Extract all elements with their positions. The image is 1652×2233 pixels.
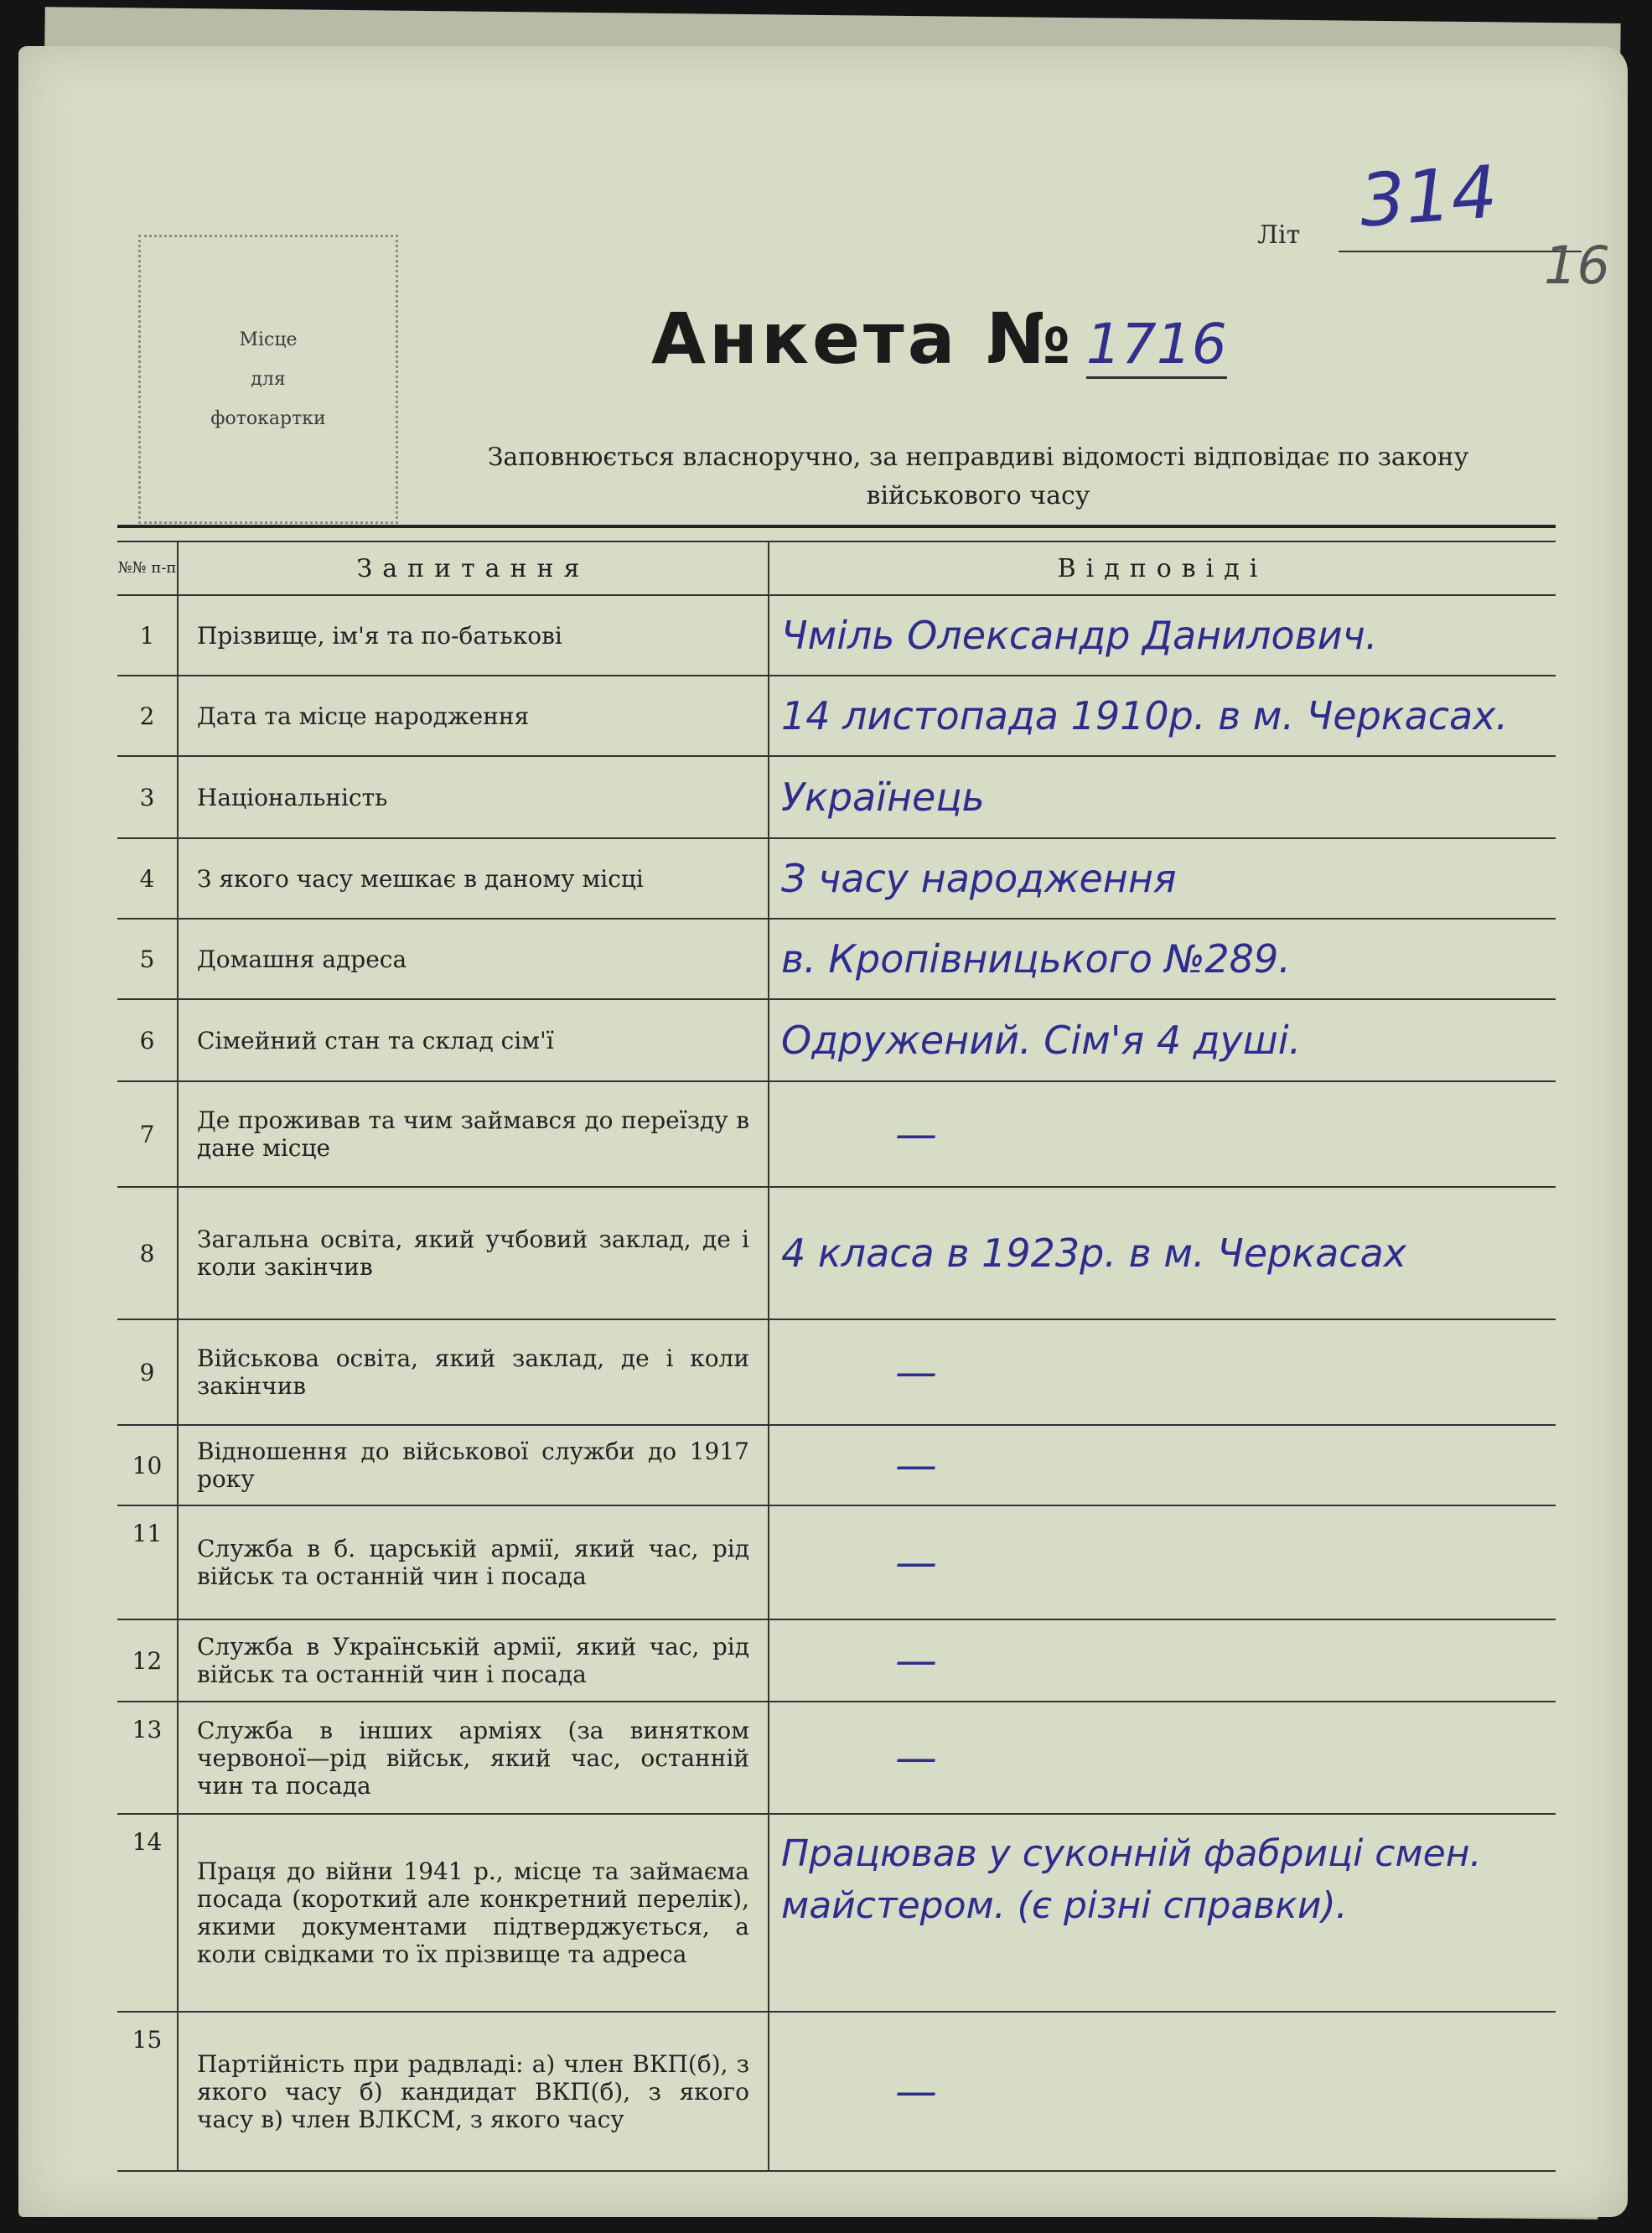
row-number: 5 xyxy=(117,919,178,999)
header-number: №№ п-п xyxy=(117,541,178,595)
table-row xyxy=(117,1425,1556,1505)
notice-line-1: Заповнюється власноручно, за неправдиві відомості відповідає по закону xyxy=(487,443,1469,472)
row-number: 10 xyxy=(117,1425,178,1505)
row-number: 4 xyxy=(117,838,178,919)
table-row xyxy=(117,2012,1556,2171)
table-row xyxy=(117,1187,1556,1319)
row-question: Загальна освіта, який учбовий заклад, де і коли закінчив xyxy=(178,1187,769,1319)
row-question: Праця до війни 1941 р., місце та займаєма посада (короткий але конкретний перелік), якими документами підтверджується, а коли свідками то їх прізвище та адреса xyxy=(178,1814,769,2012)
row-answer: в. Кропівницького №289. xyxy=(769,919,1556,999)
row-number: 13 xyxy=(117,1702,178,1814)
lit-label: Літ xyxy=(1257,220,1301,250)
table-row xyxy=(117,756,1556,838)
table-row xyxy=(117,1505,1556,1619)
row-number: 2 xyxy=(117,676,178,756)
title-text: Анкета № xyxy=(651,298,1075,380)
row-question: Домашня адреса xyxy=(178,919,769,999)
row-number: 11 xyxy=(117,1505,178,1619)
row-question: Партійність при радвладі: а) член ВКП(б), з якого часу б) кандидат ВКП(б), з якого часу в) член ВЛКСМ, з якого часу xyxy=(178,2012,769,2171)
table-row xyxy=(117,999,1556,1081)
lit-number: 314 xyxy=(1356,150,1500,244)
row-question: Служба в б. царській армії, який час, рід військ та останній чин і посада xyxy=(178,1505,769,1619)
sheet-number: 16 xyxy=(1544,235,1610,296)
table-header xyxy=(117,541,1556,595)
row-question: Військова освіта, який заклад, де і коли закінчив xyxy=(178,1319,769,1425)
row-question: Служба в інших арміях (за винятком червоної—рід військ, який час, останній чин та посада xyxy=(178,1702,769,1814)
form-title xyxy=(651,298,1227,380)
photo-placeholder xyxy=(138,235,398,524)
row-answer: Українець xyxy=(769,756,1556,838)
notice-line-2: військового часу xyxy=(866,481,1090,510)
photo-label-1: Місце xyxy=(239,329,298,350)
row-answer: — xyxy=(769,2012,1556,2171)
row-number: 8 xyxy=(117,1187,178,1319)
row-question: Служба в Українській армії, який час, рід військ та останній чин і посада xyxy=(178,1619,769,1702)
row-question: Прізвище, ім'я та по-батькові xyxy=(178,595,769,676)
questionnaire-number: 1716 xyxy=(1085,312,1227,376)
row-answer: — xyxy=(769,1702,1556,1814)
table-row xyxy=(117,1319,1556,1425)
row-question: Сімейний стан та склад сім'ї xyxy=(178,999,769,1081)
row-number: 9 xyxy=(117,1319,178,1425)
table-row xyxy=(117,919,1556,999)
row-number: 14 xyxy=(117,1814,178,2012)
questionnaire-table xyxy=(117,541,1556,2172)
table-row xyxy=(117,1619,1556,1702)
row-answer: Працював у суконній фабриці смен. майстером. (є різні справки). xyxy=(769,1814,1556,2012)
table-row xyxy=(117,595,1556,676)
row-answer: — xyxy=(769,1081,1556,1187)
row-number: 12 xyxy=(117,1619,178,1702)
row-answer: 4 класа в 1923р. в м. Черкасах xyxy=(769,1187,1556,1319)
row-answer: — xyxy=(769,1425,1556,1505)
table-row xyxy=(117,1814,1556,2012)
row-question: Відношення до військової служби до 1917 року xyxy=(178,1425,769,1505)
row-number: 15 xyxy=(117,2012,178,2171)
row-answer: 14 листопада 1910р. в м. Черкасах. xyxy=(769,676,1556,756)
row-number: 1 xyxy=(117,595,178,676)
row-answer: — xyxy=(769,1619,1556,1702)
table-row xyxy=(117,838,1556,919)
number-line xyxy=(1086,312,1227,379)
row-answer: Одружений. Сім'я 4 душі. xyxy=(769,999,1556,1081)
photo-label-3: фотокартки xyxy=(210,408,326,429)
table-row xyxy=(117,1702,1556,1814)
header-answer: Відповіді xyxy=(769,541,1556,595)
photo-label-2: для xyxy=(251,369,286,390)
header-rule xyxy=(117,525,1556,528)
row-question: Де проживав та чим займався до переїзду в дане місце xyxy=(178,1081,769,1187)
row-question: Дата та місце народження xyxy=(178,676,769,756)
table-row xyxy=(117,676,1556,756)
notice xyxy=(421,438,1535,516)
row-answer: З часу народження xyxy=(769,838,1556,919)
row-answer: — xyxy=(769,1505,1556,1619)
row-number: 7 xyxy=(117,1081,178,1187)
row-number: 6 xyxy=(117,999,178,1081)
form-sheet xyxy=(18,46,1628,2217)
row-answer: Чміль Олександр Данилович. xyxy=(769,595,1556,676)
table-row xyxy=(117,1081,1556,1187)
row-number: 3 xyxy=(117,756,178,838)
header-question: Запитання xyxy=(178,541,769,595)
row-answer: — xyxy=(769,1319,1556,1425)
row-question: З якого часу мешкає в даному місці xyxy=(178,838,769,919)
row-question: Національність xyxy=(178,756,769,838)
